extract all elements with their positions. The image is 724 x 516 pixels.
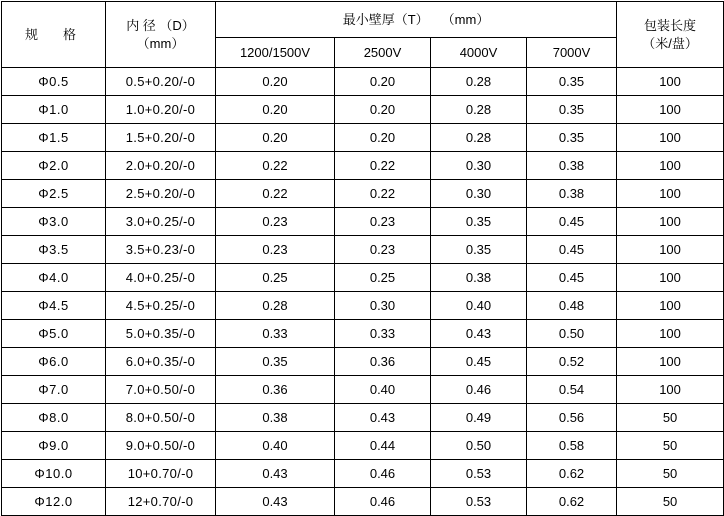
cell-wall-2500v: 0.20 — [335, 68, 431, 96]
cell-package-length: 50 — [617, 488, 724, 516]
cell-wall-2500v: 0.33 — [335, 320, 431, 348]
table-row — [2, 264, 724, 292]
cell-wall-4000v: 0.40 — [431, 292, 527, 320]
cell-wall-2500v: 0.46 — [335, 488, 431, 516]
cell-wall-7000v: 0.58 — [527, 432, 617, 460]
cell-specification: Φ0.5 — [2, 68, 106, 96]
cell-wall-1200-1500v: 0.20 — [216, 68, 335, 96]
table-row — [2, 68, 724, 96]
cell-specification: Φ6.0 — [2, 348, 106, 376]
cell-specification: Φ3.0 — [2, 208, 106, 236]
cell-package-length: 100 — [617, 96, 724, 124]
table-row — [2, 404, 724, 432]
cell-package-length: 100 — [617, 152, 724, 180]
header-inner-diameter — [106, 2, 216, 68]
cell-wall-4000v: 0.30 — [431, 180, 527, 208]
cell-wall-2500v: 0.30 — [335, 292, 431, 320]
header-spec-label: 规 格 — [24, 26, 82, 42]
cell-wall-4000v: 0.28 — [431, 96, 527, 124]
cell-wall-2500v: 0.23 — [335, 208, 431, 236]
cell-wall-2500v: 0.36 — [335, 348, 431, 376]
cell-wall-7000v: 0.45 — [527, 264, 617, 292]
cell-inner-diameter: 1.5+0.20/-0 — [106, 124, 216, 152]
cell-wall-4000v: 0.28 — [431, 68, 527, 96]
cell-specification: Φ8.0 — [2, 404, 106, 432]
cell-wall-2500v: 0.44 — [335, 432, 431, 460]
cell-wall-1200-1500v: 0.20 — [216, 96, 335, 124]
cell-wall-4000v: 0.30 — [431, 152, 527, 180]
cell-specification: Φ1.0 — [2, 96, 106, 124]
cell-wall-2500v: 0.22 — [335, 180, 431, 208]
cell-inner-diameter: 6.0+0.35/-0 — [106, 348, 216, 376]
cell-wall-4000v: 0.45 — [431, 348, 527, 376]
cell-wall-4000v: 0.46 — [431, 376, 527, 404]
cell-wall-7000v: 0.45 — [527, 236, 617, 264]
cell-inner-diameter: 5.0+0.35/-0 — [106, 320, 216, 348]
cell-wall-4000v: 0.28 — [431, 124, 527, 152]
table-row — [2, 208, 724, 236]
cell-package-length: 100 — [617, 180, 724, 208]
cell-wall-2500v: 0.25 — [335, 264, 431, 292]
cell-inner-diameter: 1.0+0.20/-0 — [106, 96, 216, 124]
header-voltage-7000v: 7000V — [527, 38, 617, 68]
cell-specification: Φ4.5 — [2, 292, 106, 320]
cell-wall-1200-1500v: 0.23 — [216, 236, 335, 264]
table-row — [2, 236, 724, 264]
cell-wall-1200-1500v: 0.40 — [216, 432, 335, 460]
header-package-length-line2: （米/盘） — [642, 35, 698, 51]
cell-wall-1200-1500v: 0.43 — [216, 488, 335, 516]
table-row — [2, 348, 724, 376]
cell-package-length: 100 — [617, 236, 724, 264]
cell-inner-diameter: 12+0.70/-0 — [106, 488, 216, 516]
cell-inner-diameter: 2.0+0.20/-0 — [106, 152, 216, 180]
cell-inner-diameter: 3.0+0.25/-0 — [106, 208, 216, 236]
cell-inner-diameter: 7.0+0.50/-0 — [106, 376, 216, 404]
cell-wall-7000v: 0.35 — [527, 124, 617, 152]
header-voltage-2500v: 2500V — [335, 38, 431, 68]
cell-wall-1200-1500v: 0.28 — [216, 292, 335, 320]
cell-wall-1200-1500v: 0.33 — [216, 320, 335, 348]
cell-wall-1200-1500v: 0.35 — [216, 348, 335, 376]
cell-wall-4000v: 0.53 — [431, 460, 527, 488]
cell-package-length: 50 — [617, 432, 724, 460]
cell-wall-7000v: 0.54 — [527, 376, 617, 404]
cell-package-length: 100 — [617, 124, 724, 152]
cell-wall-1200-1500v: 0.23 — [216, 208, 335, 236]
cell-wall-2500v: 0.20 — [335, 96, 431, 124]
cell-specification: Φ4.0 — [2, 264, 106, 292]
table-row — [2, 460, 724, 488]
cell-package-length: 100 — [617, 320, 724, 348]
header-inner-diameter-line1: 内 径 （D） — [126, 17, 195, 33]
table-row — [2, 488, 724, 516]
cell-inner-diameter: 2.5+0.20/-0 — [106, 180, 216, 208]
cell-wall-1200-1500v: 0.20 — [216, 124, 335, 152]
cell-inner-diameter: 0.5+0.20/-0 — [106, 68, 216, 96]
cell-wall-7000v: 0.52 — [527, 348, 617, 376]
cell-wall-2500v: 0.40 — [335, 376, 431, 404]
cell-specification: Φ2.0 — [2, 152, 106, 180]
cell-wall-4000v: 0.35 — [431, 208, 527, 236]
specification-table — [1, 1, 724, 516]
cell-wall-7000v: 0.62 — [527, 488, 617, 516]
cell-wall-2500v: 0.43 — [335, 404, 431, 432]
cell-wall-7000v: 0.35 — [527, 96, 617, 124]
cell-wall-2500v: 0.23 — [335, 236, 431, 264]
cell-wall-1200-1500v: 0.38 — [216, 404, 335, 432]
cell-wall-4000v: 0.35 — [431, 236, 527, 264]
cell-wall-7000v: 0.38 — [527, 152, 617, 180]
cell-package-length: 50 — [617, 460, 724, 488]
cell-inner-diameter: 9.0+0.50/-0 — [106, 432, 216, 460]
table-row — [2, 320, 724, 348]
table-body — [2, 68, 724, 516]
table-row — [2, 96, 724, 124]
table-row — [2, 152, 724, 180]
cell-wall-7000v: 0.62 — [527, 460, 617, 488]
cell-wall-7000v: 0.56 — [527, 404, 617, 432]
table-row — [2, 376, 724, 404]
header-row-top — [2, 2, 724, 38]
header-inner-diameter-line2: （mm） — [136, 35, 185, 51]
cell-specification: Φ2.5 — [2, 180, 106, 208]
cell-package-length: 100 — [617, 376, 724, 404]
table-row — [2, 124, 724, 152]
cell-specification: Φ1.5 — [2, 124, 106, 152]
header-voltage-1200-1500v: 1200/1500V — [216, 38, 335, 68]
cell-wall-4000v: 0.38 — [431, 264, 527, 292]
header-package-length — [617, 2, 724, 68]
header-wall-thickness: 最小壁厚（T） （mm） — [216, 2, 617, 38]
cell-wall-7000v: 0.50 — [527, 320, 617, 348]
cell-package-length: 50 — [617, 404, 724, 432]
cell-specification: Φ3.5 — [2, 236, 106, 264]
cell-specification: Φ7.0 — [2, 376, 106, 404]
cell-package-length: 100 — [617, 292, 724, 320]
cell-package-length: 100 — [617, 208, 724, 236]
cell-inner-diameter: 4.0+0.25/-0 — [106, 264, 216, 292]
table-row — [2, 292, 724, 320]
header-package-length-line1: 包装长度 — [644, 17, 697, 33]
header-voltage-4000v: 4000V — [431, 38, 527, 68]
table-row — [2, 432, 724, 460]
cell-wall-7000v: 0.45 — [527, 208, 617, 236]
cell-wall-1200-1500v: 0.43 — [216, 460, 335, 488]
cell-wall-1200-1500v: 0.22 — [216, 152, 335, 180]
cell-specification: Φ10.0 — [2, 460, 106, 488]
cell-inner-diameter: 3.5+0.23/-0 — [106, 236, 216, 264]
cell-wall-4000v: 0.50 — [431, 432, 527, 460]
cell-wall-7000v: 0.48 — [527, 292, 617, 320]
table-row — [2, 180, 724, 208]
cell-package-length: 100 — [617, 348, 724, 376]
cell-wall-7000v: 0.35 — [527, 68, 617, 96]
cell-wall-1200-1500v: 0.25 — [216, 264, 335, 292]
table-header — [2, 2, 724, 68]
cell-specification: Φ9.0 — [2, 432, 106, 460]
cell-wall-4000v: 0.49 — [431, 404, 527, 432]
cell-package-length: 100 — [617, 264, 724, 292]
cell-inner-diameter: 4.5+0.25/-0 — [106, 292, 216, 320]
cell-wall-4000v: 0.43 — [431, 320, 527, 348]
cell-wall-4000v: 0.53 — [431, 488, 527, 516]
cell-inner-diameter: 10+0.70/-0 — [106, 460, 216, 488]
cell-wall-2500v: 0.46 — [335, 460, 431, 488]
cell-inner-diameter: 8.0+0.50/-0 — [106, 404, 216, 432]
cell-wall-2500v: 0.22 — [335, 152, 431, 180]
cell-wall-1200-1500v: 0.22 — [216, 180, 335, 208]
header-spec — [2, 2, 106, 68]
cell-specification: Φ5.0 — [2, 320, 106, 348]
cell-specification: Φ12.0 — [2, 488, 106, 516]
cell-wall-1200-1500v: 0.36 — [216, 376, 335, 404]
cell-package-length: 100 — [617, 68, 724, 96]
cell-wall-2500v: 0.20 — [335, 124, 431, 152]
cell-wall-7000v: 0.38 — [527, 180, 617, 208]
